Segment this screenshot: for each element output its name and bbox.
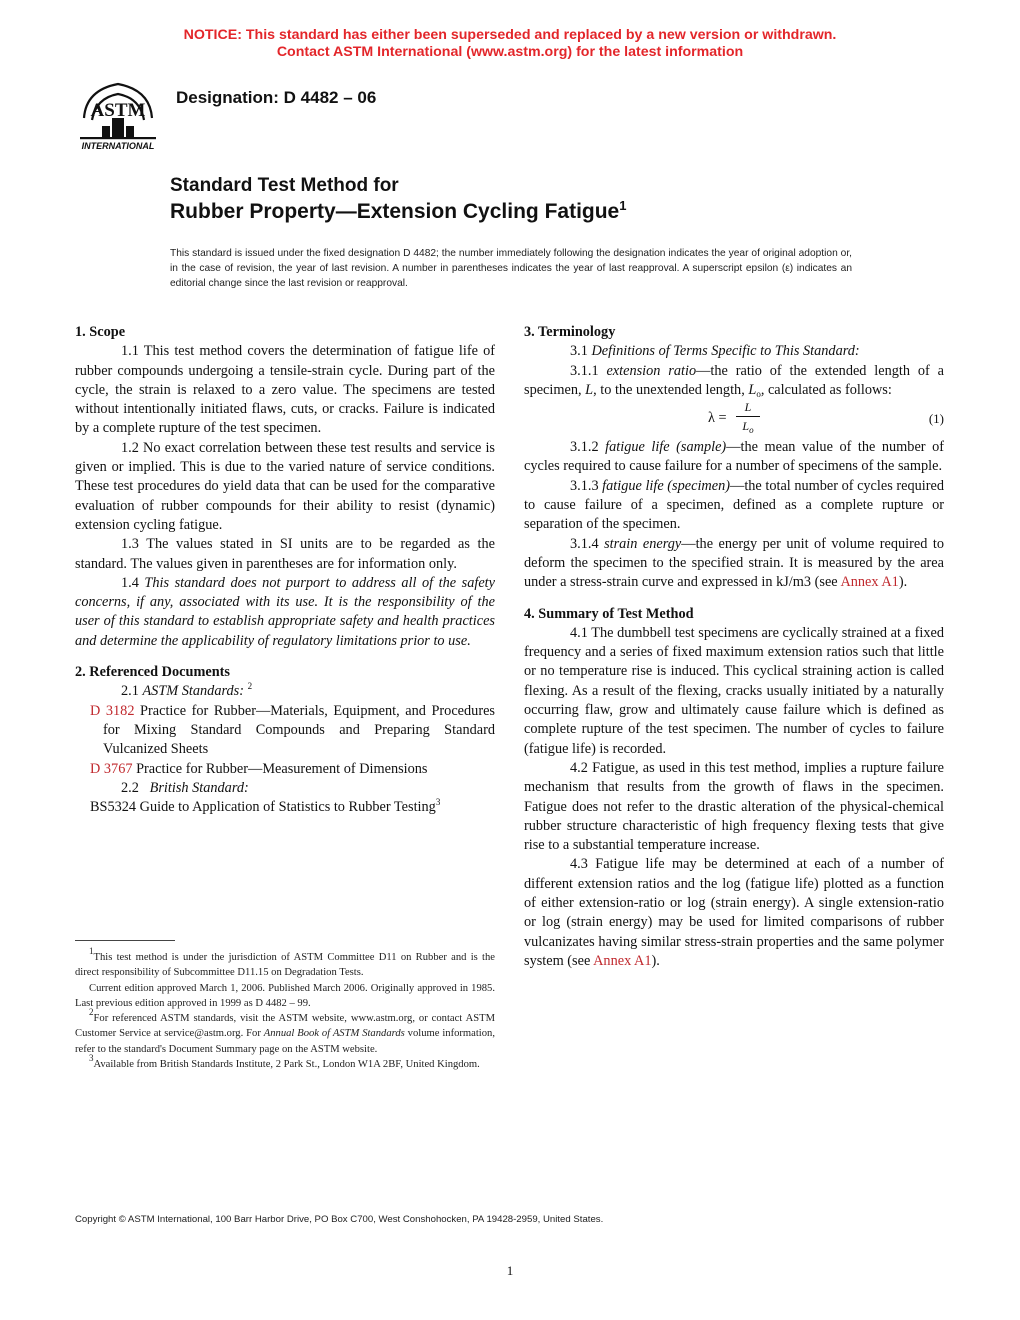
title-line-2 <box>170 198 626 224</box>
right-column <box>524 323 944 971</box>
section-scope-heading: 1. Scope <box>75 324 126 340</box>
para-1-3: 1.3 The values stated in SI units are to be regarded as the standard. The values given in parentheses are for information only. <box>75 536 495 572</box>
para-3-1 <box>524 342 944 361</box>
para-3-1-1-text-b: , to the unextended length, <box>593 381 745 398</box>
equation-denominator-sub: o <box>749 425 754 436</box>
issuance-text: This standard is issued under the fixed designation D 4482; the number immediately following the designation indicates the year of original adoption or, in the case of revision, the year of last revision. A number in parentheses indicates the year of last reapproval. A superscript epsilon (ε) indicates an editorial change since the last revision or reapproval. <box>170 248 852 289</box>
para-1-1: 1.1 This test method covers the determination of fatigue life of rubber compounds undergoing a tensile-strain cycle. During part of the cycle, the strain is relaxed to a zero value. The specimens are tested without intentionally initiated flaws, cuts, or cracks. Failure is indicated by a complete rupture of the test specimen. <box>75 343 495 437</box>
ref-d3182 <box>75 702 495 760</box>
designation: Designation: D 4482 – 06 <box>176 88 377 107</box>
ref-d3767 <box>75 760 495 779</box>
para-4-3 <box>524 855 944 971</box>
footnote-divider <box>75 940 175 941</box>
para-4-3-end: ). <box>651 952 660 969</box>
left-column <box>75 323 495 817</box>
para-3-1-1 <box>524 362 944 401</box>
para-4-1: 4.1 The dumbbell test specimens are cyclically strained at a fixed frequency and a series of fixed maximum extension ratios such that little or no temperature rise is induced. This cyclical straining action is called flexing. As a result of the flexing, cracks usually initiated by a naturally occurring flaw, grow and ultimately cause failure which is defined as complete rupture of the test specimen. The number of cycles to failure (fatigue life) is recorded. <box>524 624 944 757</box>
footnote-1-edition: Current edition approved March 1, 2006. Published March 2006. Originally approved in 1985. Last previous edition approved in 1999 as D 4482 – 99. <box>75 982 495 1009</box>
para-3-1-2 <box>524 438 944 477</box>
equation-1 <box>524 400 944 438</box>
footnote-3-text: Available from British Standards Institute, 2 Park St., London W1A 2BF, United Kingdom. <box>93 1059 480 1071</box>
page-number: 1 <box>506 1263 514 1278</box>
equation-fraction <box>736 400 760 436</box>
footnote-3 <box>75 1053 495 1072</box>
notice-line-1: NOTICE: This standard has either been superseded and replaced by a new version or withdrawn. <box>183 27 837 43</box>
para-3-1-4 <box>524 535 944 593</box>
para-2-1-number: 2.1 <box>121 683 139 700</box>
withdrawal-notice <box>0 27 1020 61</box>
ref-d3767-text: Practice for Rubber—Measurement of Dimensions <box>136 760 428 777</box>
footnote-3-marker: 3 <box>89 1053 94 1064</box>
section-refdocs-heading: 2. Referenced Documents <box>75 664 230 681</box>
footnote-2-text-b: volume information, refer to the standard's Document Summary page on the ASTM website. <box>75 1028 495 1055</box>
footnote-2-text-a: For referenced ASTM standards, visit the ASTM website, www.astm.org, or contact ASTM Customer Service at service@astm.org. For <box>75 1013 495 1040</box>
equation-denominator <box>736 419 760 436</box>
para-4-2: 4.2 Fatigue, as used in this test method, implies a rupture failure mechanism that results from the growth of flaws in the specimen. Fatigue does not refer to the drastic alteration of the physical-chemical rubber structure characteristic of high frequency flexing tests that give rise to a substantial temperature increase. <box>524 759 944 854</box>
term-strain-energy: strain energy <box>604 535 682 552</box>
section-terminology-heading: 3. Terminology <box>524 324 616 340</box>
astm-logo <box>74 74 162 154</box>
para-3-1-number: 3.1 <box>570 343 588 360</box>
title-footnote-ref: 1 <box>619 198 627 213</box>
para-3-1-1-text-c: , calculated as follows: <box>760 381 892 398</box>
ref-bs5324 <box>75 798 495 817</box>
symbol-L: L <box>585 381 594 398</box>
para-3-1-1-text-a: —the ratio of the extended length of a specimen, <box>524 362 945 398</box>
title-line-1: Standard Test Method for <box>170 175 399 196</box>
ref-bs5324-text: BS5324 Guide to Application of Statistics to Rubber Testing <box>90 799 436 816</box>
para-3-1-label: Definitions of Terms Specific to This Standard: <box>591 343 860 360</box>
para-3-1-4-number: 3.1.4 <box>570 535 599 552</box>
issuance-statement <box>170 246 852 291</box>
notice-line-2: Contact ASTM International (www.astm.org) for the latest information <box>276 44 744 60</box>
para-3-1-3-number: 3.1.3 <box>570 477 599 494</box>
ref-d3182-text: Practice for Rubber—Materials, Equipment, and Procedures for Mixing Standard Compounds and Preparing Standard Vulcanized Sheets <box>103 702 495 758</box>
footnote-2-book-title: Annual Book of ASTM Standards <box>263 1028 405 1040</box>
title-main: Rubber Property—Extension Cycling Fatigue <box>170 200 620 223</box>
astm-logo-letters: ASTM <box>90 100 146 121</box>
symbol-Lo: L <box>748 381 757 398</box>
link-annex-a1[interactable]: Annex A1 <box>840 574 899 591</box>
para-3-1-2-text: —the mean value of the number of cycles required to cause failure for a number of specimens of the sample. <box>524 439 944 475</box>
equation-numerator: L <box>744 400 752 415</box>
para-2-2-label: British Standard: <box>149 779 249 796</box>
equation-denominator-symbol: L <box>742 419 750 434</box>
para-1-4 <box>75 574 495 651</box>
para-2-2 <box>75 779 495 798</box>
equation-number: (1) <box>928 411 944 427</box>
para-1-4-number: 1.4 <box>121 574 139 591</box>
para-3-1-4-end: ). <box>898 574 908 591</box>
footnote-1-marker: 1 <box>89 946 94 956</box>
para-1-4-safety: This standard does not purport to address all of the safety concerns, if any, associated with its use. It is the responsibility of the user of this standard to establish appropriate safety and health practices and determine the applicability of regulatory limitations prior to use. <box>75 574 495 649</box>
copyright: Copyright © ASTM International, 100 Barr Harbor Drive, PO Box C700, West Conshohocken, PA 19428-2959, United States. <box>75 1214 604 1225</box>
footnote-2-marker: 2 <box>89 1007 94 1018</box>
link-d3767[interactable]: D 3767 <box>90 760 133 777</box>
footnote-1-text: This test method is under the jurisdiction of ASTM Committee D11 on Rubber and is the direct responsibility of Subcommittee D11.15 on Degradation Tests. <box>75 952 495 979</box>
footnote-ref-2[interactable]: 2 <box>247 681 253 692</box>
astm-logo-caption: INTERNATIONAL <box>81 141 155 151</box>
footnote-2 <box>75 1007 495 1057</box>
para-3-1-3 <box>524 477 944 535</box>
equation-lhs: λ = <box>708 410 727 427</box>
para-3-1-1-number: 3.1.1 <box>570 362 599 379</box>
section-summary-heading: 4. Summary of Test Method <box>524 605 694 622</box>
link-d3182[interactable]: D 3182 <box>90 702 135 719</box>
symbol-Lo-sub: o <box>756 388 761 399</box>
term-extension-ratio: extension ratio <box>606 362 697 379</box>
para-2-1 <box>75 682 495 701</box>
para-2-2-number: 2.2 <box>121 779 139 796</box>
para-3-1-2-number: 3.1.2 <box>570 439 599 456</box>
footnote-1 <box>75 946 495 981</box>
para-4-3-text: 4.3 Fatigue life may be determined at each of a number of different extension ratios and the log (fatigue life) plotted as a function of either extension-ratio or log (strain energy). A single extension-ratio or log (strain energy) may be used for limited comparisons of rubber vulcanizates having similar stress-strain properties and the same polymer system (see <box>524 856 944 969</box>
term-fatigue-life-specimen: fatigue life (specimen) <box>602 477 731 494</box>
para-1-2: 1.2 No exact correlation between these test results and service is given or implied. This is due to the varied nature of service conditions. These test procedures do yield data that can be used for the comparative evaluation of rubber compounds for their ability to resist (dynamic) extension cycling fatigue. <box>75 439 495 533</box>
link-annex-a1-2[interactable]: Annex A1 <box>593 952 652 969</box>
footnotes <box>75 946 495 1072</box>
para-3-1-4-text: —the energy per unit of volume required to deform the specimen to the specified strain. It is measured by the area under a stress-strain curve and expressed in kJ/m3 (see <box>524 535 945 591</box>
para-2-1-label: ASTM Standards: <box>142 683 244 700</box>
footnote-ref-3[interactable]: 3 <box>435 797 441 808</box>
para-3-1-3-text: —the total number of cycles required to cause failure of a specimen, defined as a complete rupture or separation of the specimen. <box>524 477 944 533</box>
term-fatigue-life-sample: fatigue life (sample) <box>605 439 727 456</box>
